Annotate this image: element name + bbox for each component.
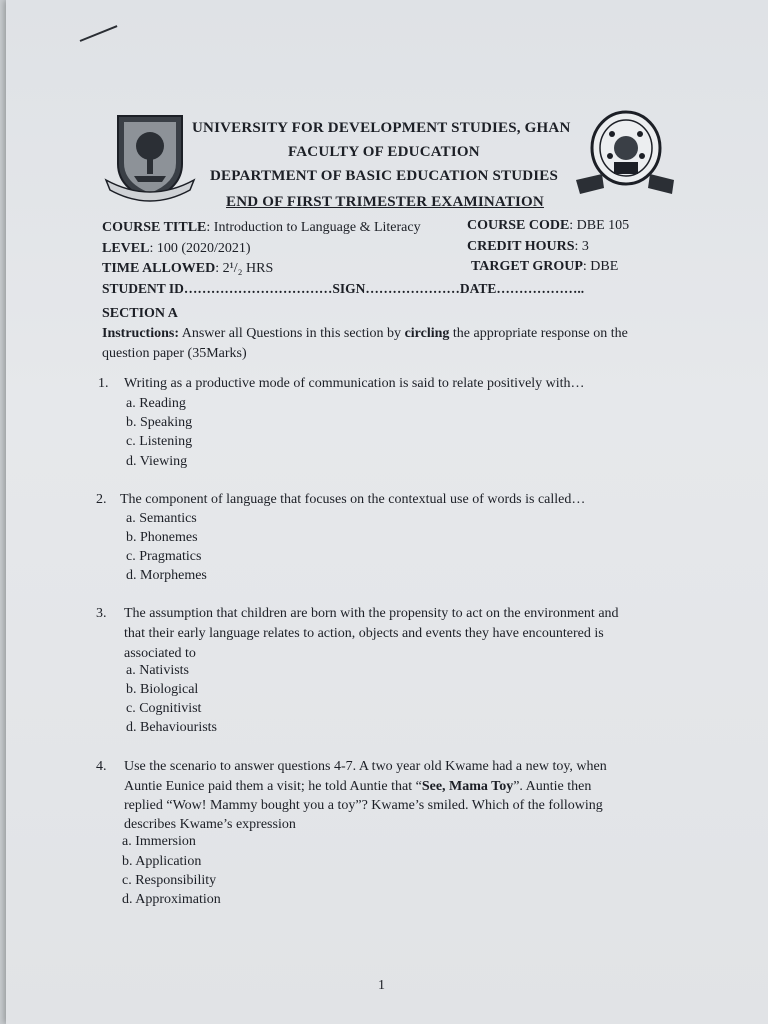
section-instructions — [102, 324, 672, 364]
instructions-text-post: the appropriate response on the question paper (35Marks) — [102, 326, 628, 361]
target-group-row — [471, 259, 618, 275]
instructions-emphasis: circling — [404, 326, 450, 341]
question-4-text-line-1: Use the scenario to answer questions 4-7. A two year old Kwame had a new toy, when — [124, 759, 607, 774]
question-2-text: The component of language that focuses on the contextual use of words is called… — [120, 492, 586, 507]
question-4-line-2-post: ”. Auntie then — [513, 779, 592, 794]
level-value: : 100 (2020/2021) — [149, 241, 251, 256]
question-1-option-d[interactable]: d. Viewing — [126, 454, 188, 469]
question-2-number: 2. — [96, 492, 107, 507]
instructions-label: Instructions: — [102, 326, 180, 341]
credit-hours-label: CREDIT HOURS — [467, 239, 575, 254]
question-1-option-c[interactable]: c. Listening — [126, 434, 193, 449]
question-4-option-c[interactable]: c. Responsibility — [122, 873, 217, 888]
course-code-row — [467, 218, 629, 234]
section-title: SECTION A — [102, 306, 178, 321]
level-label: LEVEL — [102, 241, 150, 256]
pen-mark — [80, 25, 118, 42]
exam-title: END OF FIRST TRIMESTER EXAMINATION — [226, 194, 544, 210]
time-allowed-label: TIME ALLOWED — [102, 261, 216, 276]
question-3-option-b[interactable]: b. Biological — [126, 682, 199, 697]
question-2-option-c[interactable]: c. Pragmatics — [126, 549, 202, 564]
question-1-text: Writing as a productive mode of communication is said to relate positively with… — [124, 376, 585, 391]
university-name: UNIVERSITY FOR DEVELOPMENT STUDIES, GHAN — [192, 120, 571, 136]
question-4-option-a[interactable]: a. Immersion — [122, 834, 196, 849]
exam-paper — [6, 0, 768, 1024]
question-4-text-line-2 — [124, 777, 591, 796]
course-title-row — [102, 220, 421, 236]
target-group-value: : DBE — [582, 259, 619, 274]
question-4-option-b[interactable]: b. Application — [122, 854, 202, 869]
question-4-number: 4. — [96, 759, 107, 774]
question-3-option-a[interactable]: a. Nativists — [126, 663, 189, 678]
question-3-text-line-3: associated to — [124, 646, 196, 661]
instructions-text-pre: Answer all Questions in this section by — [179, 326, 405, 341]
credit-hours-value: : 3 — [574, 239, 589, 254]
question-3-text-line-1: The assumption that children are born with the propensity to act on the environment and — [124, 606, 619, 621]
time-allowed-value: : 2¹/₂ HRS — [215, 261, 274, 276]
question-1-option-b[interactable]: b. Speaking — [126, 415, 193, 430]
question-3-number: 3. — [96, 606, 107, 621]
question-3-option-c[interactable]: c. Cognitivist — [126, 701, 202, 716]
university-crest-logo — [104, 108, 196, 206]
question-3-text-line-2: that their early language relates to action, objects and events they have encountered is — [124, 626, 604, 641]
course-code-label: COURSE CODE — [467, 218, 570, 233]
question-4-text-line-3: replied “Wow! Mammy bought you a toy”? Kwame’s smiled. Which of the following — [124, 798, 603, 813]
level-row — [102, 241, 251, 257]
time-allowed-row — [102, 261, 273, 277]
page-number: 1 — [378, 978, 385, 993]
student-id-sign-date-line: STUDENT ID……………………………SIGN…………………DATE……………….. — [102, 281, 585, 296]
faculty-name: FACULTY OF EDUCATION — [288, 144, 480, 160]
course-title-label: COURSE TITLE — [102, 220, 207, 235]
question-3-option-d[interactable]: d. Behaviourists — [126, 720, 217, 735]
question-4-option-d[interactable]: d. Approximation — [122, 892, 221, 907]
course-title-value: : Introduction to Language & Literacy — [206, 220, 421, 235]
target-group-label: TARGET GROUP — [471, 259, 583, 274]
question-4-line-2-pre: Auntie Eunice paid them a visit; he told Auntie that “ — [124, 779, 422, 794]
question-2-option-d[interactable]: d. Morphemes — [126, 568, 207, 583]
question-2-option-b[interactable]: b. Phonemes — [126, 530, 198, 545]
department-crest-logo — [572, 104, 678, 200]
question-4-text-line-4: describes Kwame’s expression — [124, 817, 296, 832]
question-1-number: 1. — [98, 376, 109, 391]
question-2-option-a[interactable]: a. Semantics — [126, 511, 197, 526]
question-4-quoted-phrase: See, Mama Toy — [421, 779, 514, 794]
question-1-option-a[interactable]: a. Reading — [126, 396, 186, 411]
department-name: DEPARTMENT OF BASIC EDUCATION STUDIES — [210, 168, 559, 184]
credit-hours-row — [467, 239, 589, 255]
course-code-value: : DBE 105 — [569, 218, 630, 233]
